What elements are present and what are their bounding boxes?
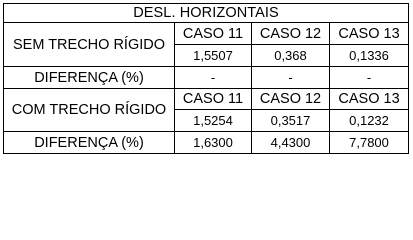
com-case-header: CASO 12 (252, 89, 330, 110)
displacement-table (3, 3, 409, 154)
com-diff-value: 1,6300 (175, 132, 252, 154)
sem-value: 0,1336 (330, 45, 409, 67)
com-trecho-label: COM TRECHO RÍGIDO (4, 89, 175, 132)
com-value: 1,5254 (175, 110, 252, 132)
table-row (4, 89, 409, 110)
sem-case-header: CASO 12 (252, 23, 330, 45)
sem-diff-label: DIFERENÇA (%) (4, 67, 175, 89)
com-diff-value: 7,7800 (330, 132, 409, 154)
table-title: DESL. HORIZONTAIS (4, 4, 409, 23)
com-value: 0,3517 (252, 110, 330, 132)
table-title-row (4, 4, 409, 23)
sem-case-header: CASO 11 (175, 23, 252, 45)
table-row (4, 67, 409, 89)
sem-case-header: CASO 13 (330, 23, 409, 45)
com-case-header: CASO 11 (175, 89, 252, 110)
com-case-header: CASO 13 (330, 89, 409, 110)
com-diff-value: 4,4300 (252, 132, 330, 154)
table-row (4, 23, 409, 45)
table-row (4, 132, 409, 154)
sem-value: 0,368 (252, 45, 330, 67)
sem-value: 1,5507 (175, 45, 252, 67)
sem-trecho-label: SEM TRECHO RÍGIDO (4, 23, 175, 67)
sem-diff-value: - (252, 67, 330, 89)
sem-diff-value: - (175, 67, 252, 89)
com-value: 0,1232 (330, 110, 409, 132)
sem-diff-value: - (330, 67, 409, 89)
com-diff-label: DIFERENÇA (%) (4, 132, 175, 154)
